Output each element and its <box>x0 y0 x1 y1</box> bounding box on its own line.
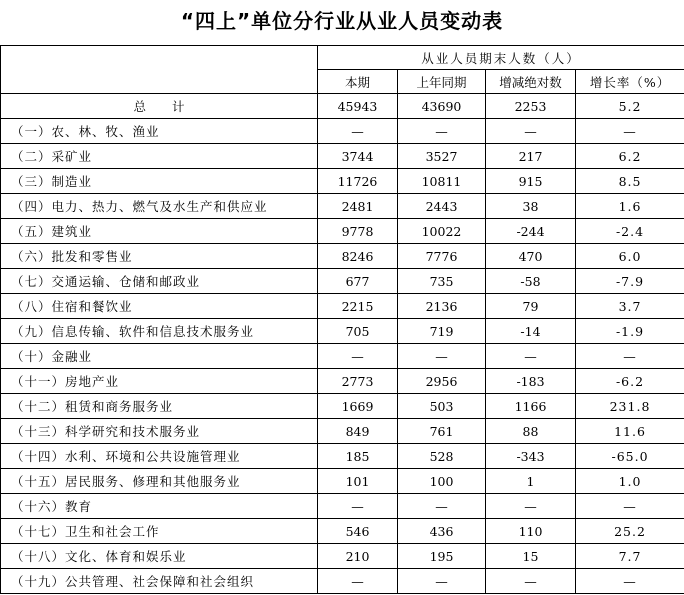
cell-current: 101 <box>318 469 398 494</box>
table-row <box>1 219 684 244</box>
industry-name: （十九）公共管理、社会保障和社会组织 <box>1 569 318 594</box>
cell-current: 2215 <box>318 294 398 319</box>
cell-change: 915 <box>486 169 576 194</box>
column-header-change: 增减绝对数 <box>486 70 576 94</box>
cell-growth-rate: -65.0 <box>576 444 684 469</box>
cell-growth-rate: 3.7 <box>576 294 684 319</box>
cell-change: 88 <box>486 419 576 444</box>
header-corner-cell <box>1 46 318 94</box>
cell-last-year: 735 <box>398 269 486 294</box>
industry-name: （五）建筑业 <box>1 219 318 244</box>
industry-name: （九）信息传输、软件和信息技术服务业 <box>1 319 318 344</box>
cell-current: — <box>318 494 398 519</box>
total-current: 45943 <box>318 94 398 119</box>
industry-name: （四）电力、热力、燃气及水生产和供应业 <box>1 194 318 219</box>
page-title: “四上”单位分行业从业人员变动表 <box>180 9 504 33</box>
cell-last-year: 761 <box>398 419 486 444</box>
cell-change: 217 <box>486 144 576 169</box>
total-change: 2253 <box>486 94 576 119</box>
cell-change: -14 <box>486 319 576 344</box>
cell-last-year: 100 <box>398 469 486 494</box>
cell-last-year: 436 <box>398 519 486 544</box>
cell-current: 677 <box>318 269 398 294</box>
table-row <box>1 269 684 294</box>
table-row <box>1 119 684 144</box>
cell-last-year: 719 <box>398 319 486 344</box>
cell-last-year: 528 <box>398 444 486 469</box>
table-row <box>1 469 684 494</box>
industry-name: （三）制造业 <box>1 169 318 194</box>
table-row <box>1 569 684 594</box>
cell-current: 2481 <box>318 194 398 219</box>
column-header-growth-rate: 增长率（%） <box>576 70 684 94</box>
cell-last-year: 3527 <box>398 144 486 169</box>
industry-name: （十五）居民服务、修理和其他服务业 <box>1 469 318 494</box>
cell-change: — <box>486 119 576 144</box>
employment-table <box>0 45 684 594</box>
cell-change: 38 <box>486 194 576 219</box>
table-row <box>1 419 684 444</box>
cell-current: 1669 <box>318 394 398 419</box>
column-header-current: 本期 <box>318 70 398 94</box>
cell-change: 1166 <box>486 394 576 419</box>
table-row <box>1 244 684 269</box>
industry-name: （十四）水利、环境和公共设施管理业 <box>1 444 318 469</box>
industry-name: （一）农、林、牧、渔业 <box>1 119 318 144</box>
cell-last-year: — <box>398 344 486 369</box>
cell-change: -58 <box>486 269 576 294</box>
cell-current: — <box>318 119 398 144</box>
header-group-row <box>1 46 684 70</box>
cell-change: — <box>486 344 576 369</box>
cell-growth-rate: — <box>576 569 684 594</box>
industry-name: （十七）卫生和社会工作 <box>1 519 318 544</box>
cell-growth-rate: — <box>576 494 684 519</box>
industry-name: （十三）科学研究和技术服务业 <box>1 419 318 444</box>
table-row <box>1 494 684 519</box>
cell-growth-rate: 231.8 <box>576 394 684 419</box>
cell-current: 9778 <box>318 219 398 244</box>
cell-current: — <box>318 344 398 369</box>
table-row <box>1 444 684 469</box>
cell-last-year: 2136 <box>398 294 486 319</box>
table-row <box>1 194 684 219</box>
cell-growth-rate: -1.9 <box>576 319 684 344</box>
industry-name: （八）住宿和餐饮业 <box>1 294 318 319</box>
cell-last-year: 10022 <box>398 219 486 244</box>
cell-change: 1 <box>486 469 576 494</box>
industry-name: （六）批发和零售业 <box>1 244 318 269</box>
total-label: 总计 <box>1 94 318 119</box>
cell-change: 15 <box>486 544 576 569</box>
header-group-label: 从业人员期末人数（人） <box>318 46 684 70</box>
table-row <box>1 169 684 194</box>
table-row <box>1 319 684 344</box>
cell-growth-rate: -2.4 <box>576 219 684 244</box>
cell-current: 3744 <box>318 144 398 169</box>
cell-current: 11726 <box>318 169 398 194</box>
cell-last-year: 7776 <box>398 244 486 269</box>
cell-growth-rate: 1.0 <box>576 469 684 494</box>
cell-current: 546 <box>318 519 398 544</box>
total-row <box>1 94 684 119</box>
industry-name: （二）采矿业 <box>1 144 318 169</box>
industry-name: （七）交通运输、仓储和邮政业 <box>1 269 318 294</box>
cell-change: -183 <box>486 369 576 394</box>
total-last-year: 43690 <box>398 94 486 119</box>
cell-change: 79 <box>486 294 576 319</box>
industry-name: （十八）文化、体育和娱乐业 <box>1 544 318 569</box>
cell-current: 210 <box>318 544 398 569</box>
cell-last-year: — <box>398 119 486 144</box>
cell-change: -343 <box>486 444 576 469</box>
table-row <box>1 144 684 169</box>
cell-last-year: 2443 <box>398 194 486 219</box>
cell-change: 470 <box>486 244 576 269</box>
cell-current: — <box>318 569 398 594</box>
cell-change: — <box>486 494 576 519</box>
cell-last-year: — <box>398 494 486 519</box>
cell-last-year: 195 <box>398 544 486 569</box>
cell-growth-rate: 11.6 <box>576 419 684 444</box>
total-growth-rate: 5.2 <box>576 94 684 119</box>
table-row <box>1 394 684 419</box>
cell-growth-rate: -6.2 <box>576 369 684 394</box>
cell-last-year: 10811 <box>398 169 486 194</box>
industry-name: （十）金融业 <box>1 344 318 369</box>
table-row <box>1 544 684 569</box>
table-row <box>1 294 684 319</box>
cell-growth-rate: — <box>576 119 684 144</box>
cell-current: 185 <box>318 444 398 469</box>
cell-current: 2773 <box>318 369 398 394</box>
cell-change: 110 <box>486 519 576 544</box>
cell-last-year: 2956 <box>398 369 486 394</box>
cell-last-year: — <box>398 569 486 594</box>
cell-last-year: 503 <box>398 394 486 419</box>
cell-growth-rate: 8.5 <box>576 169 684 194</box>
cell-growth-rate: 25.2 <box>576 519 684 544</box>
cell-change: — <box>486 569 576 594</box>
cell-change: -244 <box>486 219 576 244</box>
cell-growth-rate: — <box>576 344 684 369</box>
cell-growth-rate: 1.6 <box>576 194 684 219</box>
cell-current: 849 <box>318 419 398 444</box>
industry-name: （十六）教育 <box>1 494 318 519</box>
industry-name: （十二）租赁和商务服务业 <box>1 394 318 419</box>
cell-current: 705 <box>318 319 398 344</box>
column-header-last-year: 上年同期 <box>398 70 486 94</box>
table-row <box>1 369 684 394</box>
cell-growth-rate: 6.2 <box>576 144 684 169</box>
cell-current: 8246 <box>318 244 398 269</box>
cell-growth-rate: 6.0 <box>576 244 684 269</box>
cell-growth-rate: -7.9 <box>576 269 684 294</box>
cell-growth-rate: 7.7 <box>576 544 684 569</box>
table-row <box>1 519 684 544</box>
industry-name: （十一）房地产业 <box>1 369 318 394</box>
table-row <box>1 344 684 369</box>
